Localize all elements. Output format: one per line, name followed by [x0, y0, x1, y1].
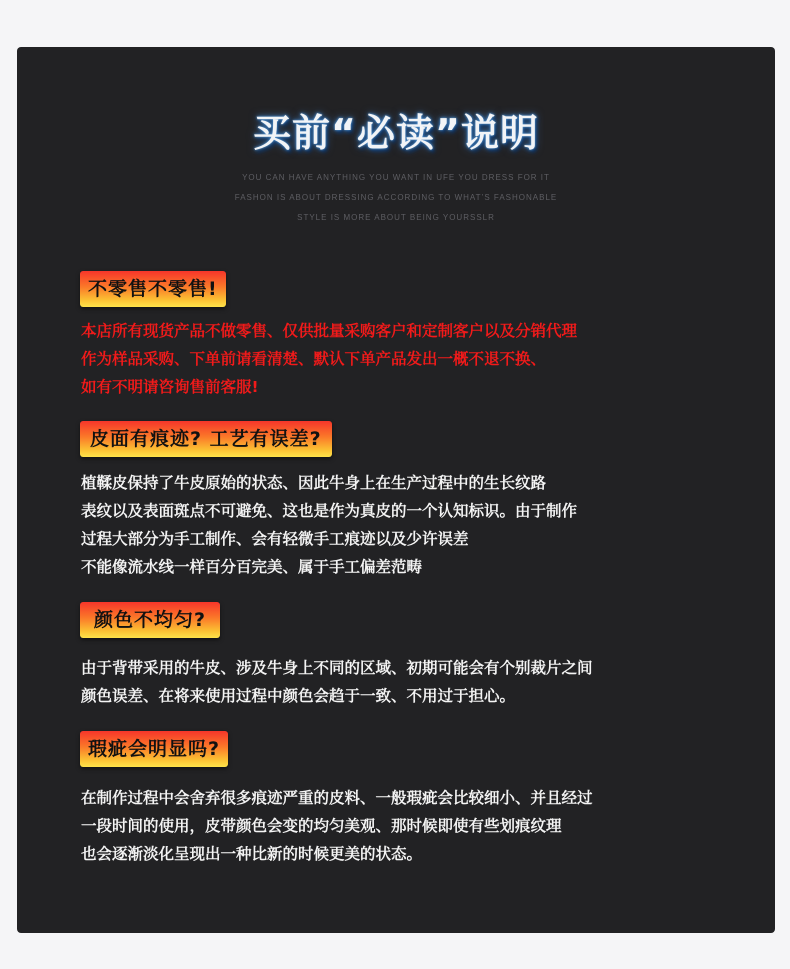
body-line: 也会逐渐淡化呈现出一种比新的时候更美的状态。	[81, 845, 423, 863]
section-heading-no-retail: 不零售不零售!	[80, 271, 226, 307]
body-line: 颜色误差、在将来使用过程中颜色会趋于一致、不用过于担心。	[81, 687, 516, 705]
body-line: 在制作过程中会舍弃很多痕迹严重的皮料、一般瑕疵会比较细小、并且经过	[81, 789, 593, 807]
body-line: 由于背带采用的牛皮、涉及牛身上不同的区域、初期可能会有个别裁片之间	[81, 659, 593, 677]
body-line: 一段时间的使用，皮带颜色会变的均匀美观、那时候即使有些划痕纹理	[81, 817, 562, 835]
subtitle-line: FASHON IS ABOUT DRESSING ACCORDING TO WHAT’S FASHONABLE	[234, 193, 558, 202]
body-line: 表纹以及表面斑点不可避免、这也是作为真皮的一个认知标识。由于制作	[81, 502, 578, 520]
body-line: 植鞣皮保持了牛皮原始的状态、因此牛身上在生产过程中的生长纹路	[81, 474, 547, 492]
body-line: 不能像流水线一样百分百完美、属于手工偏差范畴	[81, 558, 423, 576]
body-line: 过程大部分为手工制作、会有轻微手工痕迹以及少许误差	[81, 530, 469, 548]
notice-panel	[17, 47, 775, 933]
section-heading-marks-errors: 皮面有痕迹? 工艺有误差?	[80, 421, 332, 457]
section-heading-flaws: 瑕疵会明显吗?	[80, 731, 228, 767]
section-body-uneven-color	[81, 654, 761, 710]
section-body-no-retail	[81, 317, 761, 401]
section-body-flaws	[81, 784, 761, 868]
page-title: 买前“必读”说明	[253, 111, 539, 155]
body-line: 本店所有现货产品不做零售、仅供批量采购客户和定制客户以及分销代理	[81, 322, 578, 340]
subtitle-line: YOU CAN HAVE ANYTHING YOU WANT IN UFE YOU DRESS FOR IT	[242, 173, 550, 182]
body-line: 作为样品采购、下单前请看清楚、默认下单产品发出一概不退不换、	[81, 350, 547, 368]
section-body-marks-errors	[81, 469, 761, 581]
subtitle-line: STYLE IS MORE ABOUT BEING YOURSSLR	[297, 213, 495, 222]
section-heading-uneven-color: 颜色不均匀?	[80, 602, 220, 638]
body-line: 如有不明请咨询售前客服!	[81, 378, 259, 396]
